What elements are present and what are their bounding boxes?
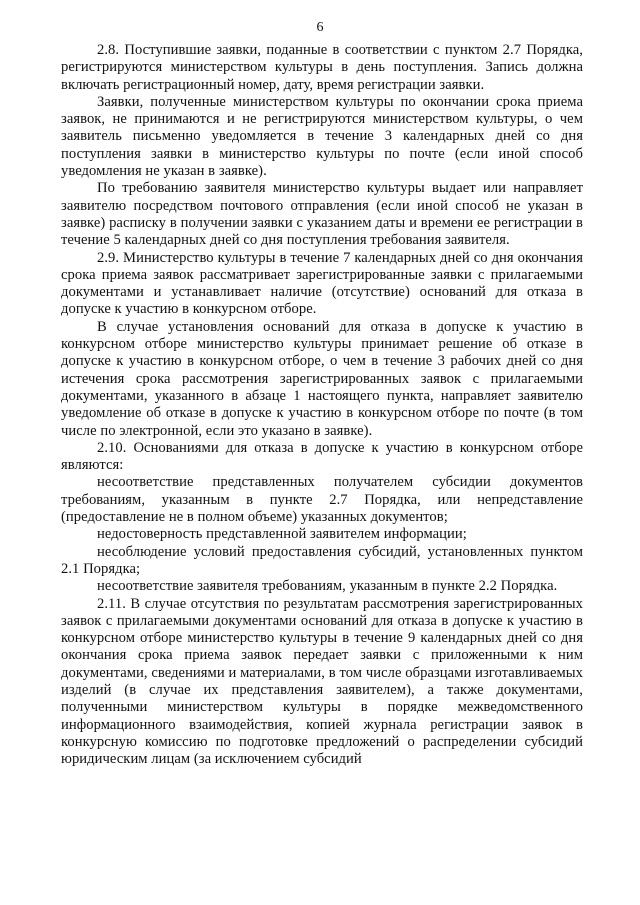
paragraph-2-10: 2.10. Основаниями для отказа в допуске к участию в конкурсном отборе являются: [61, 439, 583, 474]
page-number: 6 [316, 20, 324, 35]
paragraph-refusal-decision: В случае установления оснований для отказа в допуске к участию в конкурсном отборе министерство культуры принимает решение об отказе в допуске к участию в конкурсном отборе, о чем в течение 3 рабочих дней со дня истечения срока рассмотрения зарегистрированных заявок с прилагаемыми документами, указанного в абзаце 1 настоящего пункта, направляет заявителю уведомление об отказе в допуске к участию в конкурсном отборе по почте (в том числе по электронной, если это указано в заявке). [61, 318, 583, 439]
document-body [61, 42, 583, 768]
list-item-applicant-mismatch: несоответствие заявителя требованиям, указанным в пункте 2.2 Порядка. [97, 578, 558, 595]
paragraph-2-9: 2.9. Министерство культуры в течение 7 календарных дней со дня окончания срока приема заявок рассматривает зарегистрированные заявки с прилагаемыми документами и устанавливает наличие (отсутствие) оснований для отказа в допуске к участию в конкурсном отборе. [61, 249, 583, 318]
list-item-document-mismatch: несоответствие представленных получателем субсидии документов требованиям, указанным в пункте 2.7 Порядка, или непредставление (предоставление не в полном объеме) указанных документов; [61, 474, 583, 526]
paragraph-2-11: 2.11. В случае отсутствия по результатам рассмотрения зарегистрированных заявок с прилагаемыми документами оснований для отказа в допуске к участию в конкурсном отборе министерство культуры в течение 9 календарных дней со дня окончания срока приема заявок передает заявки с приложенными к ним документами, сведениями и материалами, в том числе образцами изготавливаемых изделий (в случае их представления заявителем), а также документами, полученными министерством культуры в порядке межведомственного информационного взаимодействия, копией журнала регистрации заявок в конкурсную комиссию по подготовке предложений о распределении субсидий юридическим лицам (за исключением субсидий [61, 595, 583, 768]
paragraph-2-8: 2.8. Поступившие заявки, поданные в соответствии с пунктом 2.7 Порядка, регистрируются министерством культуры в день поступления. Запись должна включать регистрационный номер, дату, время регистрации заявки. [61, 42, 583, 93]
paragraph-receipt-request: По требованию заявителя министерство культуры выдает или направляет заявителю посредством почтового отправления (если иной способ не указан в заявке) расписку в получении заявки с указанием даты и времени ее регистрации в течение 5 календарных дней со дня поступления требования заявителя. [61, 180, 583, 249]
list-item-unreliable-info: недостоверность представленной заявителем информации; [97, 526, 467, 543]
paragraph-late-applications: Заявки, полученные министерством культуры по окончании срока приема заявок, не принимаются и не регистрируются министерством культуры, о чем заявитель письменно уведомляется в течение 3 календарных дней со дня поступления заявки в министерство культуры по почте (если иной способ уведомления не указан в заявке). [61, 93, 583, 180]
list-item-conditions-violation: несоблюдение условий предоставления субсидий, установленных пунктом 2.1 Порядка; [61, 543, 583, 577]
